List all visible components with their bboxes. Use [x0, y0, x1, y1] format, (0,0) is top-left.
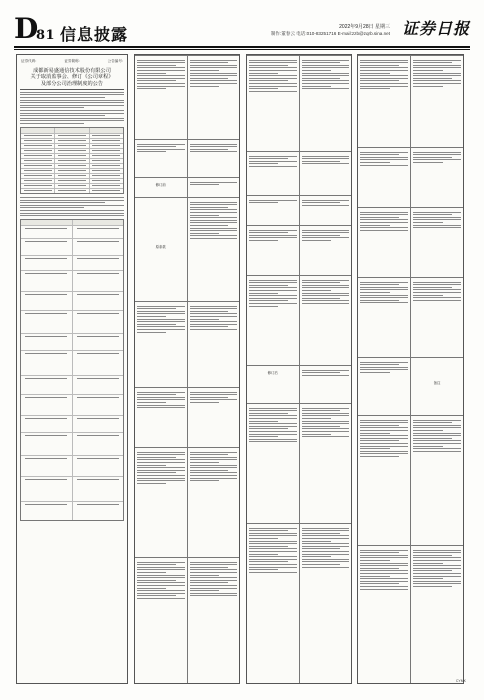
page-number: 81 — [36, 28, 56, 43]
column-2 — [134, 54, 240, 684]
column-2-grid — [135, 55, 239, 684]
masthead-rule-thin — [14, 49, 470, 50]
column-1 — [16, 54, 128, 684]
issue-date: 2022年9月28日 星期三 — [339, 24, 390, 30]
notice-body — [20, 89, 124, 124]
column-4 — [357, 54, 464, 684]
masthead-rule — [14, 46, 470, 48]
cell-label-after: 修订后 — [267, 371, 278, 375]
cell-label-note: 备注 — [433, 381, 441, 385]
notice-company: 成都新易盛通信技术股份有限公司 — [33, 68, 111, 74]
summary-table — [20, 127, 124, 194]
section-title: 信息披露 — [60, 25, 129, 44]
print-mark: CYMK — [455, 679, 466, 683]
cell-label-original: 原条款 — [155, 245, 166, 249]
page-letter: D — [14, 12, 39, 45]
notice-title-line-2: 关于取消监事会、修订《公司章程》 — [30, 74, 114, 81]
notice-body-2 — [20, 197, 124, 216]
editor-contact: 制作:董春云 电话:010-83251716 E-mail:zzb@zqrb.sina.net — [270, 31, 390, 36]
column-3 — [246, 54, 352, 684]
notice-meta — [17, 59, 127, 64]
amendment-table — [20, 219, 124, 521]
notice-title-line-3: 及部分公司治理制度的公告 — [40, 80, 104, 87]
stock-code-label: 证券代码: — [21, 59, 37, 63]
notice-no-label: 公告编号: — [107, 59, 123, 63]
newspaper-logo: 证券日报 — [401, 19, 470, 38]
column-4-grid — [358, 55, 463, 684]
stock-short-label: 证券简称: — [64, 59, 80, 63]
notice-header — [17, 55, 127, 87]
cell-label-before: 修订前 — [155, 183, 166, 187]
column-3-grid — [247, 55, 351, 684]
masthead — [14, 12, 470, 48]
